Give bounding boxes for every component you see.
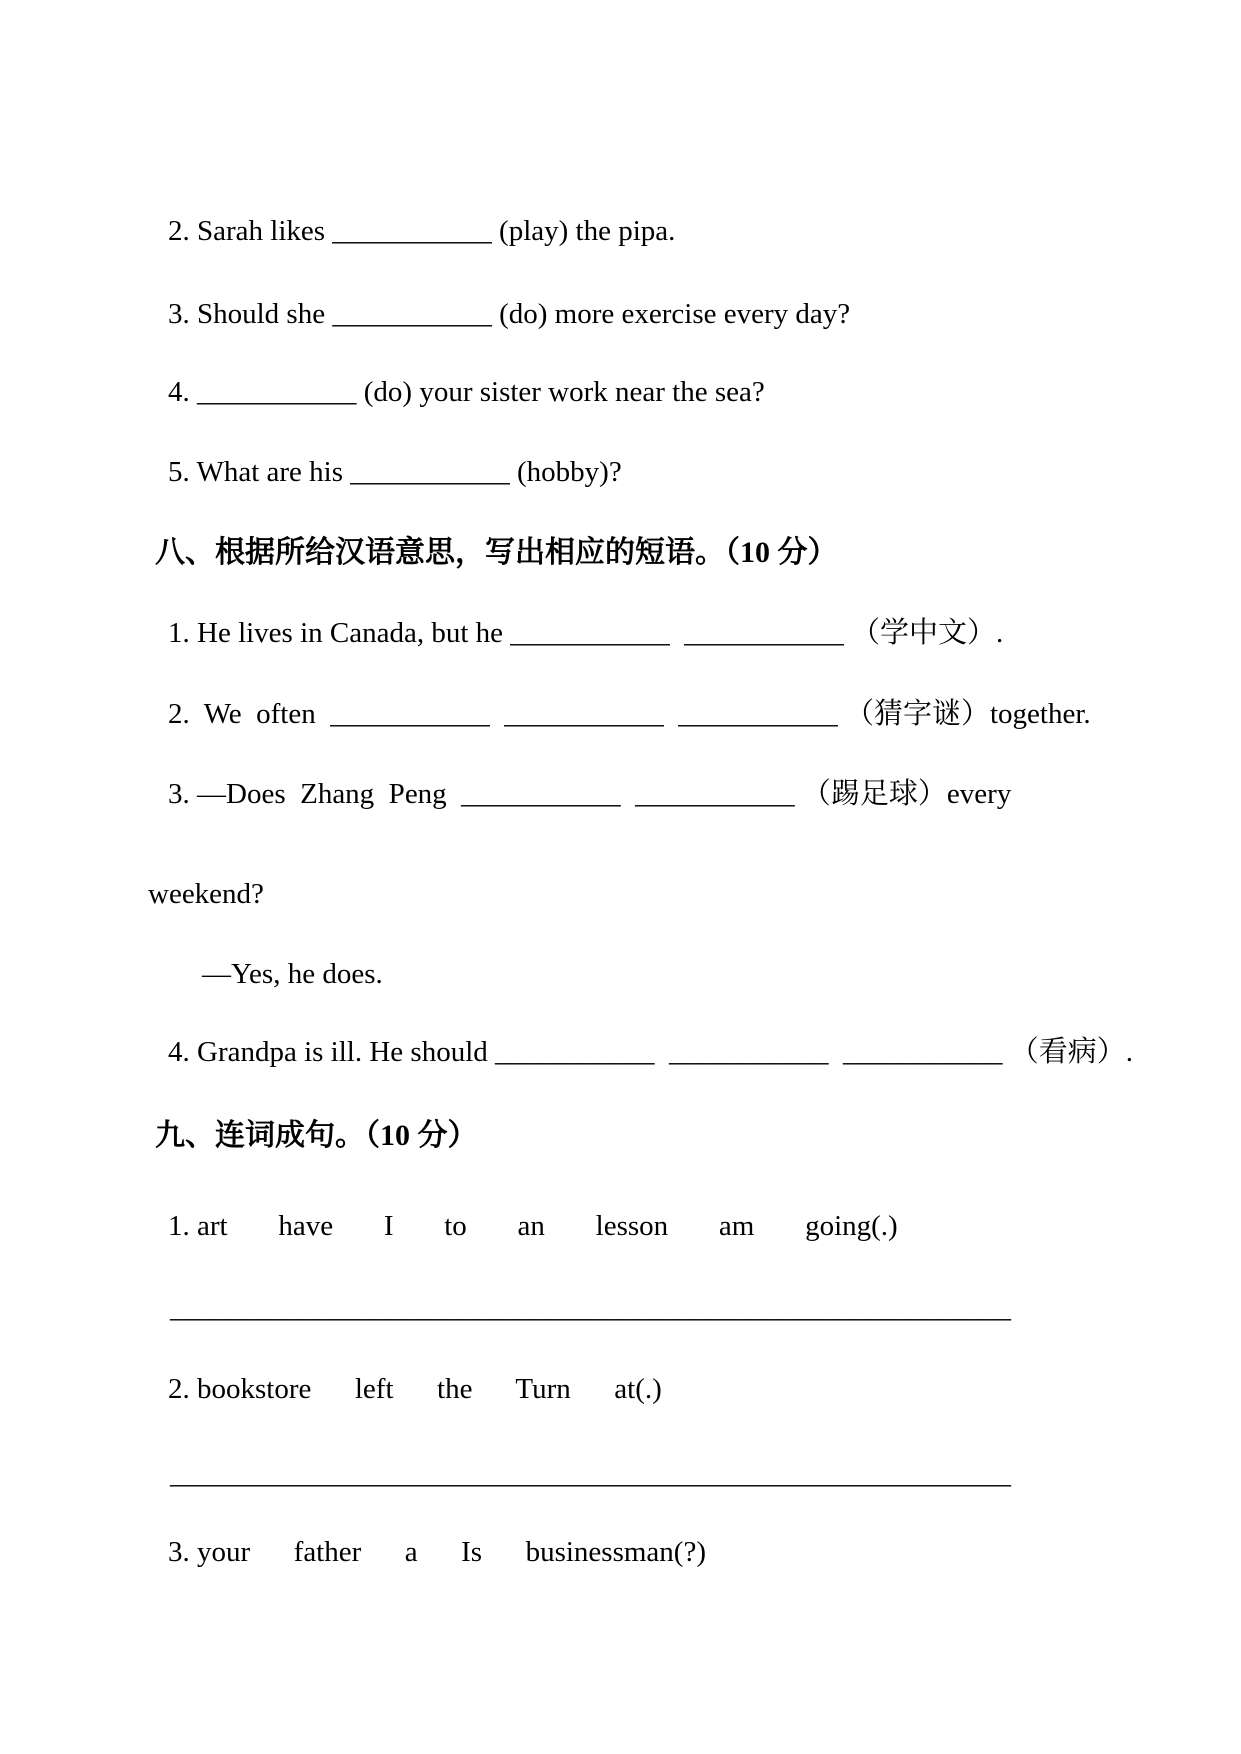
reorder-item-1: 1. art have I to an lesson am going(.) xyxy=(168,1210,898,1242)
fill-blank-item-2: 2. Sarah likes ___________ (play) the pipa. xyxy=(168,215,676,247)
phrase-item-3-line1: 3. —Does Zhang Peng ___________ ___________ （踢足球）every xyxy=(168,778,1012,810)
phrase-item-3-reply: —Yes, he does. xyxy=(202,958,383,990)
section-nine-heading: 九、连词成句。（10 分） xyxy=(155,1119,478,1152)
answer-blank-line-1: __________________________________________________________ xyxy=(170,1292,1011,1324)
section-eight-heading: 八、根据所给汉语意思，写出相应的短语。（10 分） xyxy=(155,536,838,569)
phrase-item-4: 4. Grandpa is ill. He should ___________ ___________ ___________ （看病）. xyxy=(168,1036,1134,1068)
reorder-item-3: 3. your father a Is businessman(?) xyxy=(168,1536,706,1568)
phrase-item-2: 2. We often ___________ ___________ ___________ （猜字谜）together. xyxy=(168,698,1091,730)
phrase-item-3-line2: weekend? xyxy=(148,878,264,910)
reorder-item-2: 2. bookstore left the Turn at(.) xyxy=(168,1373,662,1405)
answer-blank-line-2: __________________________________________________________ xyxy=(170,1458,1011,1490)
fill-blank-item-5: 5. What are his ___________ (hobby)? xyxy=(168,456,622,488)
phrase-item-1: 1. He lives in Canada, but he ___________ ___________ （学中文）. xyxy=(168,617,1004,649)
fill-blank-item-4: 4. ___________ (do) your sister work near the sea? xyxy=(168,376,765,408)
fill-blank-item-3: 3. Should she ___________ (do) more exercise every day? xyxy=(168,298,851,330)
